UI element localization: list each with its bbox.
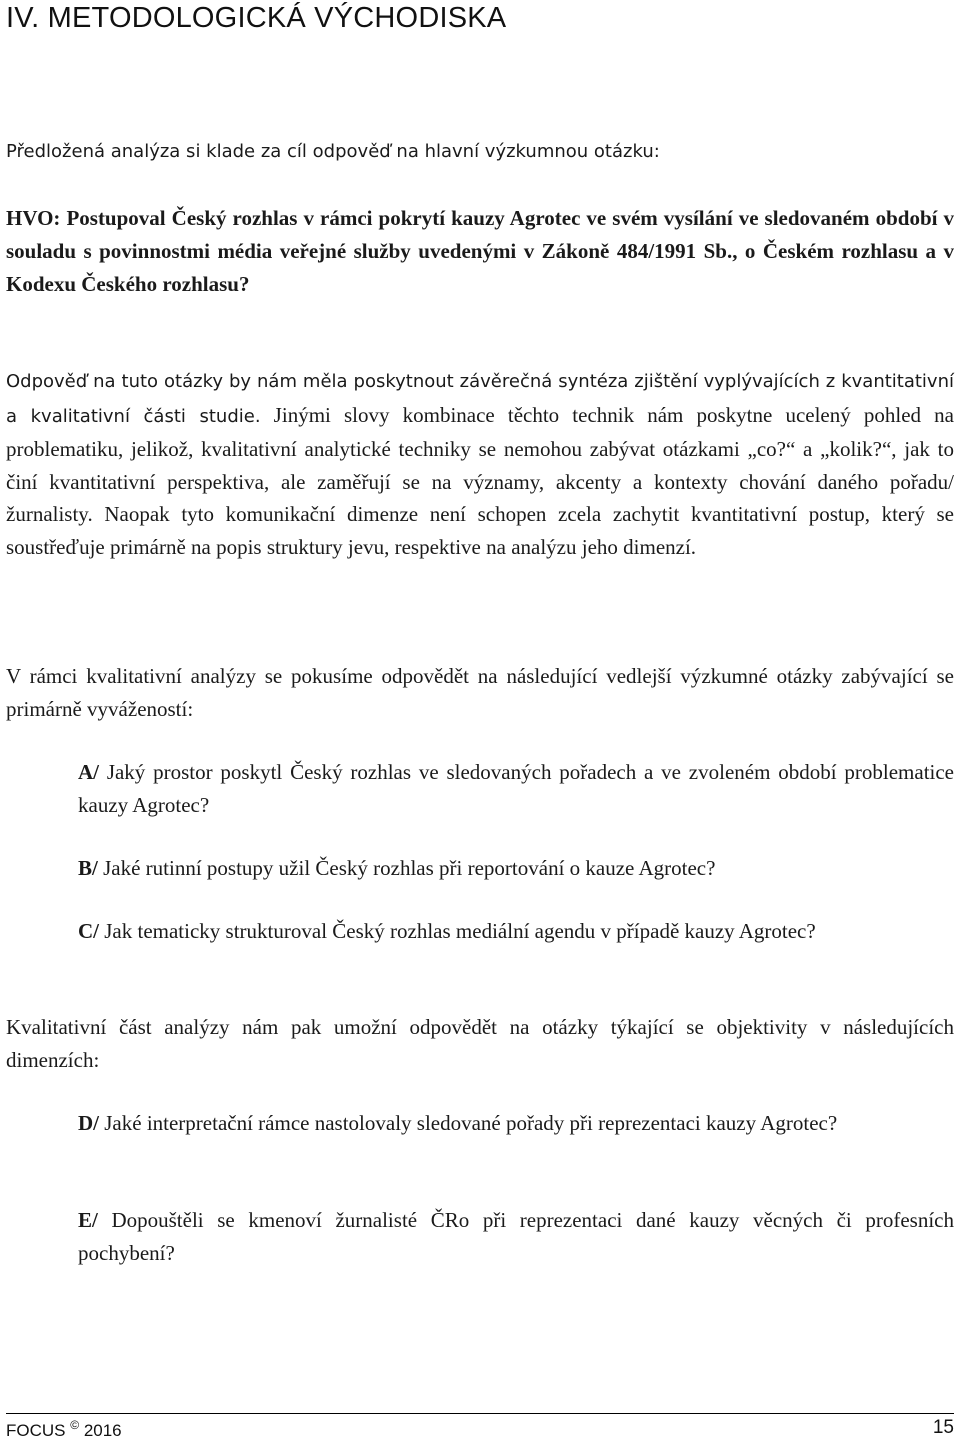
question-d-text: Jaké interpretační rámce nastolovaly sledované pořady při reprezentaci kauzy Agrotec? [99, 1111, 838, 1135]
intro-paragraph: Předložená analýza si klade za cíl odpověď na hlavní výzkumnou otázku: [6, 141, 660, 162]
question-b-label: B/ [78, 856, 98, 880]
question-e-text: Dopouštěli se kmenoví žurnalisté ČRo při reprezentaci dané kauzy věcných či profesních pochybení? [78, 1208, 954, 1265]
question-d-label: D/ [78, 1111, 99, 1135]
secondary-questions-intro [6, 660, 954, 725]
question-e [78, 1204, 954, 1270]
objectivity-intro [6, 1011, 954, 1076]
footer-divider [6, 1413, 954, 1414]
question-d [78, 1107, 954, 1140]
footer-year: 2016 [83, 1421, 122, 1440]
question-a-text: Jaký prostor poskytl Český rozhlas ve sledovaných pořadech a ve zvoleném období problematice kauzy Agrotec? [78, 760, 954, 817]
question-a [78, 756, 954, 822]
page-number: 15 [932, 1417, 954, 1438]
answer-paragraph-sans: Odpověď na tuto otázky by nám měla poskytnout závěrečná syntéza zjištění vyplývajících z kvantitativní a kvalitativní části studie. [6, 371, 954, 427]
main-research-question-text: HVO: Postupoval Český rozhlas v rámci pokrytí kauzy Agrotec ve svém vysílání ve sledovaném období v souladu s povinnostmi média veřejné služby uvedenými v Zákoně 484/1991 Sb., o Českém rozhlasu a v Kodexu Českého rozhlasu? [6, 206, 954, 296]
question-e-label: E/ [78, 1208, 98, 1232]
question-b [78, 852, 954, 885]
section-heading: IV. METODOLOGICKÁ VÝCHODISKA [6, 2, 507, 34]
footer-brand [6, 1418, 122, 1441]
question-c-text: Jak tematicky strukturoval Český rozhlas mediální agendu v případě kauzy Agrotec? [99, 919, 816, 943]
objectivity-intro-text: Kvalitativní část analýzy nám pak umožní odpovědět na otázky týkající se objektivity v následujících dimenzích: [6, 1015, 954, 1072]
copyright-icon: © [70, 1418, 80, 1432]
main-research-question [6, 202, 954, 301]
question-c-label: C/ [78, 919, 99, 943]
secondary-questions-intro-text: V rámci kvalitativní analýzy se pokusíme odpovědět na následující vedlejší výzkumné otázky zabývající se primárně vyvážeností: [6, 664, 954, 721]
answer-paragraph [6, 364, 954, 563]
answer-paragraph-serif: Jinými slovy kombinace těchto technik nám poskytne ucelený pohled na problematiku, jelikož, kvalitativní analytické techniky se nemohou zabývat otázkami „co?“ a „kolik?“, jak to činí kvantitativní perspektiva, ale zaměřují se na významy, akcenty a kontexty chování daného pořadu/žurnalisty. Naopak tyto komunikační dimenze není schopen zcela zachytit kvantitativní postup, který se soustřeďuje primárně na popis struktury jevu, respektive na analýzu jeho dimenzí. [6, 402, 954, 559]
question-b-text: Jaké rutinní postupy užil Český rozhlas při reportování o kauze Agrotec? [97, 856, 716, 880]
question-c [78, 915, 954, 948]
question-a-label: A/ [78, 760, 99, 784]
footer-brand-name: FOCUS [6, 1421, 66, 1440]
